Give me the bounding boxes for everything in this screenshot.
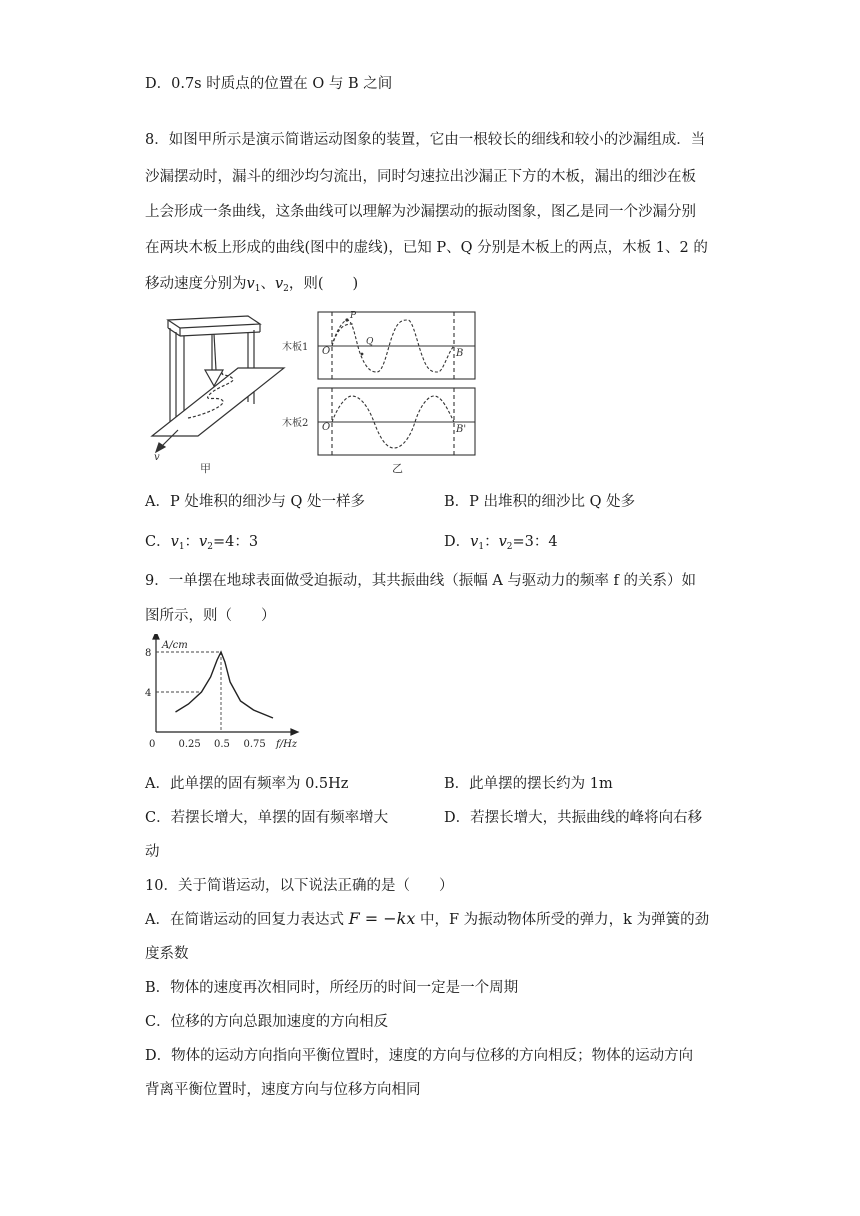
q10-option-a-line-2: 度系数	[145, 946, 189, 962]
q10-option-d-line-2: 背离平衡位置时，速度方向与位移方向相同	[145, 1082, 421, 1098]
sub-1: 1	[254, 284, 261, 294]
q8-stem-line-4: 在两块木板上形成的曲线(图中的虚线)，已知 P、Q 分别是木板上的两点，木板 1、2 的	[145, 240, 708, 256]
sub-1: 1	[178, 542, 185, 552]
var-v2: v	[274, 276, 284, 292]
q10-option-c: C．位移的方向总跟加速度的方向相反	[145, 1014, 389, 1030]
q8-option-a: A．P 处堆积的细沙与 Q 处一样多	[145, 494, 365, 510]
q10-option-b: B．物体的速度再次相同时，所经历的时间一定是一个周期	[145, 980, 519, 996]
q10-option-d-line-1: D．物体的运动方向指向平衡位置时，速度的方向与位移的方向相反；物体的运动方向	[145, 1048, 694, 1064]
y-axis-label: A/cm	[162, 640, 188, 651]
q8-option-c-prefix: C．	[145, 534, 171, 550]
q10-option-a-suffix: 中，F 为振动物体所受的弹力，k 为弹簧的劲	[420, 912, 710, 928]
q9-stem-line-2: 图所示，则（ ）	[145, 608, 276, 624]
q8-option-c-ratio: =4：3	[212, 534, 259, 550]
q9-option-c: C．若摆长增大，单摆的固有频率增大	[145, 810, 389, 826]
x-tick-0: 0	[149, 739, 156, 750]
x-tick-0-25: 0.25	[178, 739, 201, 750]
q8-option-c	[145, 530, 258, 552]
q8-option-b: B．P 出堆积的细沙比 Q 处多	[444, 494, 636, 510]
figure-caption-yi: 乙	[392, 462, 403, 475]
q8-stem-sep: 、	[260, 276, 275, 292]
x-axis-label: f/Hz	[276, 739, 298, 750]
q10-stem: 10．关于简谐运动，以下说法正确的是（ ）	[145, 878, 454, 894]
x-tick-0-75: 0.75	[243, 739, 266, 750]
colon: ：	[184, 534, 200, 550]
q10-option-a-line-1	[145, 908, 709, 929]
q10-option-a-prefix: A．在简谐运动的回复力表达式	[145, 912, 344, 928]
q9-stem-line-1: 9．一单摆在地球表面做受迫振动，其共振曲线（振幅 A 与驱动力的频率 f 的关系）如	[145, 573, 696, 589]
var-v2: v	[498, 534, 507, 550]
point-q-label: Q	[366, 337, 374, 347]
q8-stem-line-3: 上会形成一条曲线，这条曲线可以理解为沙漏摆动的振动图象，图乙是同一个沙漏分别	[145, 204, 696, 220]
restoring-force-formula: F = −kx	[348, 909, 416, 928]
y-axis-arrow	[153, 634, 159, 639]
var-v1: v	[246, 276, 255, 292]
point-b-label: B	[456, 348, 464, 359]
q8-stem-line-5	[145, 272, 358, 294]
point-p-label: P	[350, 311, 357, 321]
q8-option-d-prefix: D．	[444, 534, 471, 550]
q7-option-d: D．0.7s 时质点的位置在 O 与 B 之间	[145, 76, 393, 92]
q9-option-d: D．若摆长增大，共振曲线的峰将向右移	[444, 810, 703, 826]
q9-option-d-continued: 动	[145, 844, 160, 860]
q9-option-b: B．此单摆的摆长约为 1m	[444, 776, 613, 792]
q8-stem-prefix: 移动速度分别为	[145, 276, 247, 292]
var-v1: v	[170, 534, 179, 550]
point-o2-label: O	[322, 422, 331, 433]
resonance-curve	[176, 652, 274, 718]
sub-2: 2	[207, 542, 213, 552]
board2-label: 木板2	[282, 418, 309, 429]
sub-2: 2	[506, 542, 513, 552]
board1-label: 木板1	[282, 342, 309, 353]
figure-caption-jia: 甲	[200, 462, 211, 475]
resonance-chart	[140, 634, 310, 754]
q9-option-a: A．此单摆的固有频率为 0.5Hz	[145, 776, 349, 792]
q8-option-d	[444, 530, 558, 552]
var-v1: v	[470, 534, 479, 550]
sub-1: 1	[478, 542, 485, 552]
point-b2-label: B'	[456, 424, 467, 435]
figure-boards	[282, 306, 482, 476]
figure-apparatus	[148, 310, 288, 480]
colon: ：	[484, 534, 499, 550]
q8-option-d-ratio: =3：4	[512, 534, 558, 550]
var-v2: v	[199, 534, 208, 550]
y-tick-4: 4	[145, 688, 152, 699]
q8-stem-suffix: ，则( )	[288, 276, 359, 292]
y-tick-8: 8	[145, 648, 152, 659]
q8-stem-line-2: 沙漏摆动时，漏斗的细沙均匀流出，同时匀速拉出沙漏正下方的木板，漏出的细沙在板	[145, 169, 696, 185]
q8-stem-line-1: 8．如图甲所示是演示简谐运动图象的装置，它由一根较长的细线和较小的沙漏组成．当	[145, 132, 706, 148]
sub-2: 2	[283, 284, 289, 294]
velocity-label: v	[154, 452, 160, 463]
point-o1-label: O	[322, 346, 331, 357]
x-axis-arrow	[291, 729, 298, 735]
x-tick-0-5: 0.5	[214, 739, 230, 750]
